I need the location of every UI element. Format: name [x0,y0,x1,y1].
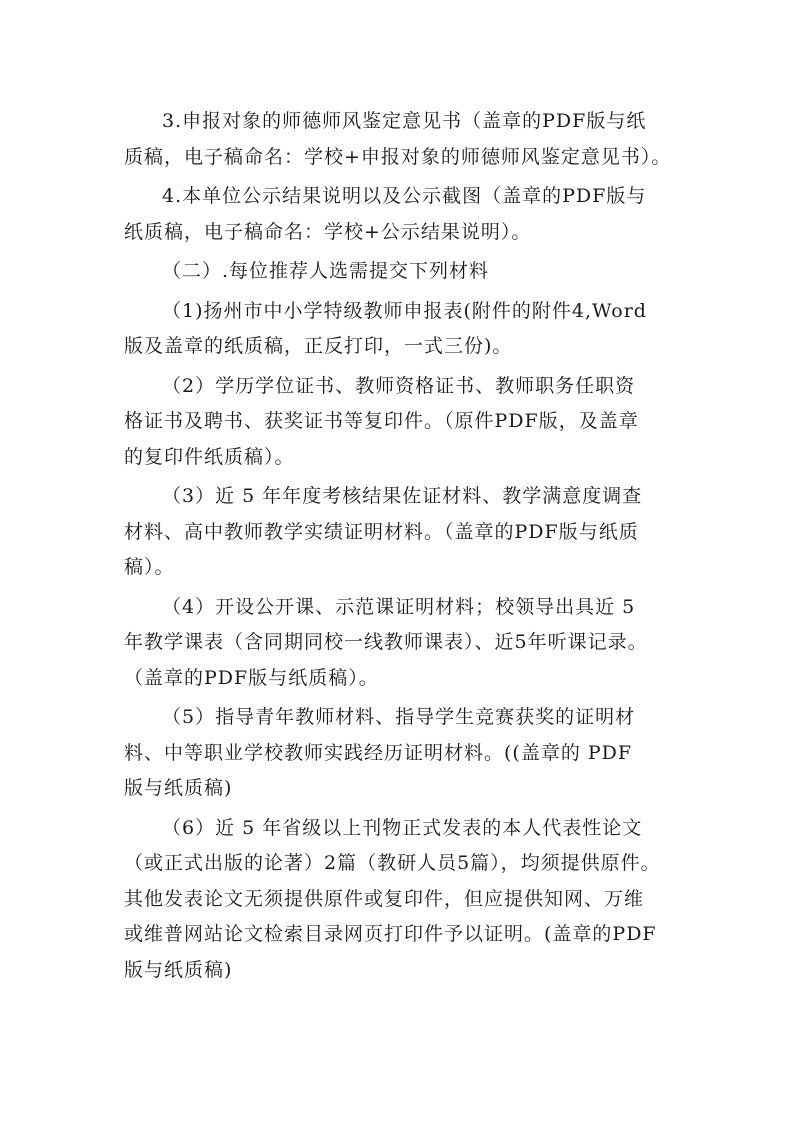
text-line: （二）.每位推荐人选需提交下列材料 [162,260,490,282]
text-line: 的复印件纸质稿）。 [124,445,295,468]
paragraph-item-6-publications [124,811,684,989]
text-line: （1)扬州市中小学特级教师申报表(附件的附件4,Word [162,299,647,322]
paragraph-item-2-certificates [124,369,684,476]
paragraph-public-notice-result [124,179,684,250]
text-line: 4.本单位公示结果说明以及公示截图（盖章的PDF版与 [162,185,647,207]
text-line: 格证书及聘书、获奖证书等复印件。（原件PDF版，及盖章 [124,410,639,432]
text-line: 版及盖章的纸质稿，正反打印，一式三份)。 [124,335,513,357]
text-line: 料、中等职业学校教师实践经历证明材料。((盖章的 PDF [124,741,633,764]
text-line: （5）指导青年教师材料、指导学生竞赛获奖的证明材 [162,706,636,728]
text-line: （2）学历学位证书、教师资格证书、教师职务任职资 [162,374,636,397]
text-line: 材料、高中教师教学实绩证明材料。（盖章的PDF版与纸质 [124,520,639,543]
text-line: 纸质稿，电子稿命名：学校+公示结果说明）。 [124,220,532,243]
text-line: 稿）。 [124,556,175,578]
document-body [124,104,684,988]
text-line: 版与纸质稿) [124,958,233,981]
text-line: 3.申报对象的师德师风鉴定意见书（盖章的PDF版与纸 [162,110,647,132]
section-heading-candidate-materials [124,254,684,290]
paragraph-item-4-open-classes [124,590,684,697]
text-line: 版与纸质稿) [124,777,233,799]
text-line: （3）近 5 年年度考核结果佐证材料、教学满意度调查 [162,485,643,507]
text-line: 其他发表论文无须提供原件或复印件，但应提供知网、万维 [124,887,645,910]
text-line: （6）近 5 年省级以上刊物正式发表的本人代表性论文 [162,816,643,839]
text-line: （或正式出版的论著）2篇（教研人员5篇），均须提供原件。 [124,852,661,874]
paragraph-sealed-ethics-evaluation [124,104,684,175]
paragraph-item-3-assessment [124,479,684,586]
text-line: 年教学课表（含同期同校一线教师课表）、近5年听课记录。 [124,631,648,653]
text-line: （盖章的PDF版与纸质稿）。 [124,666,379,689]
paragraph-item-5-mentoring [124,700,684,807]
text-line: 或维普网站论文检索目录网页打印件予以证明。(盖章的PDF [124,923,657,945]
text-line: （4）开设公开课、示范课证明材料；校领导出具近 5 [162,595,636,618]
text-line: 质稿，电子稿命名：学校+申报对象的师德师风鉴定意见书）。 [124,145,672,168]
paragraph-item-1-application-form [124,294,684,365]
